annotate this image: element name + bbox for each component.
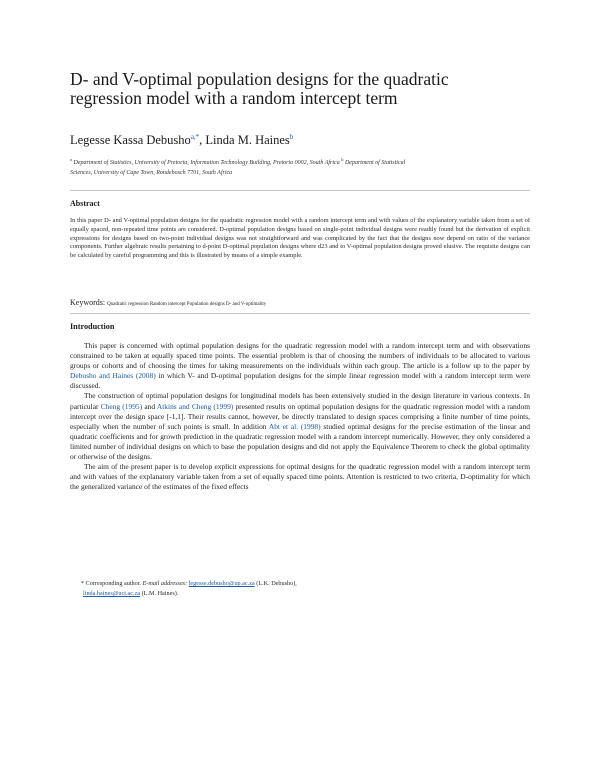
affiliation-text: Department of Statistical Sciences, University of Cape Town, Rondebosch 7701, South Africa [70, 160, 406, 176]
footnote-line [70, 589, 530, 599]
paragraph-text: and [142, 401, 157, 411]
paragraph [70, 341, 530, 391]
author-affiliation-mark[interactable]: a,* [190, 133, 200, 141]
affiliations [70, 155, 410, 178]
abstract-heading: Abstract [70, 199, 100, 208]
citation-link[interactable]: Debusho and Haines (2008) [70, 371, 156, 381]
keywords [70, 298, 266, 307]
author-name: Linda M. Haines [205, 133, 290, 148]
paragraph-text: in which V- and D-optimal population designs for the simple linear regression model with a random intercept term were discussed. [70, 371, 530, 391]
paragraph-text: This paper is concerned with optimal population designs for the quadratic regression model with a random intercept term and with observations constrained to be taken at equally spaced time points. The essential problem is that of choosing the numbers of individuals to be allocated to various groups or cohorts and of choosing the times for taking measurements on the individuals within each group. The article is a follow up to the paper by [70, 341, 530, 371]
affiliation-mark: b [341, 157, 344, 162]
paragraph-text: studied optimal designs for the precise estimation of the linear and quadratic coefficients and for growth prediction in the quadratic regression model with a random intercept numerically. However, they only considered a limited number of individual designs on which to base the population designs and did not apply the Equivalence Theorem to check the global optimality or otherwise of the designs. [70, 421, 530, 462]
divider [70, 313, 530, 314]
affiliation-mark: a [70, 157, 72, 162]
email-link[interactable]: legesse.debusho@up.ac.za [188, 580, 255, 587]
paragraph [70, 391, 530, 462]
paper-title: D- and V-optimal population designs for the quadratic regression model with a random intercept term [70, 69, 449, 108]
footnote-name: (L.K. Debusho), [254, 580, 297, 587]
affiliation-text: Department of Statistics, University of Pretoria, Information Technology Building, Pretoria 0002, South Africa [72, 160, 340, 166]
footnote [70, 579, 530, 599]
divider [70, 190, 530, 191]
keywords-label: Keywords: [70, 298, 106, 307]
paragraph: The aim of the present paper is to develop explicit expressions for optimal designs for the quadratic regression model with a random intercept term and with values of the explanatory variable taken from a set of equally spaced time points. Attention is restricted to two criteria, D-optimality for which the generalized variance of the estimates of the fixed effects [70, 462, 530, 492]
footnote-line [70, 579, 530, 589]
abstract-text: In this paper D- and V-optimal population designs for the quadratic regression model with a random intercept term and with values of the explanatory variable taken from a set of equally spaced, non-repeated time points are considered. D-optimal population designs based on single-point individual designs were readily found but the derivation of explicit expressions for designs based on two-point individual designs was not straightforward and was complicated by the fact that the designs now depend on ratio of the variance components. Further algebraic results pertaining to d-point D-optimal population designs where d23 and to V-optimal population designs proved elusive. The requisite designs can be calculated by careful programming and this is illustrated by means of a simple example. [70, 217, 530, 260]
introduction-heading: Introduction [70, 322, 115, 331]
footnote-star: * Corresponding author. [81, 580, 143, 587]
citation-link[interactable]: Atkins and Cheng (1999) [156, 401, 234, 411]
keywords-terms: Quadratic regression Random intercept Population designs D- and V-optimality [107, 302, 267, 307]
citation-link[interactable]: Cheng (1995) [100, 401, 143, 411]
author-name: Legesse Kassa Debusho [70, 133, 191, 148]
footnote-email-label: E-mail addresses: [142, 580, 189, 587]
author-line [70, 133, 293, 148]
introduction-body [70, 341, 530, 492]
citation-link[interactable]: Abt et al. (1998) [268, 421, 321, 431]
footnote-name: (L.M. Haines). [140, 590, 179, 597]
author-separator: , [199, 133, 206, 148]
paragraph-text: presented results on optimal population designs for the quadratic regression model with a random intercept over the design space [-1,1]. Their results cannot, however, be directly translated to design spaces comprising a finite number of time points, especially when the number of such points is small. In addition [70, 401, 531, 431]
email-link[interactable]: linda.haines@uct.ac.za [83, 590, 141, 597]
author-affiliation-mark[interactable]: b [289, 133, 294, 141]
paragraph-text: The construction of optimal population designs for longitudinal models has been extensively studied in the design literature in various contexts. In particular [70, 391, 530, 411]
